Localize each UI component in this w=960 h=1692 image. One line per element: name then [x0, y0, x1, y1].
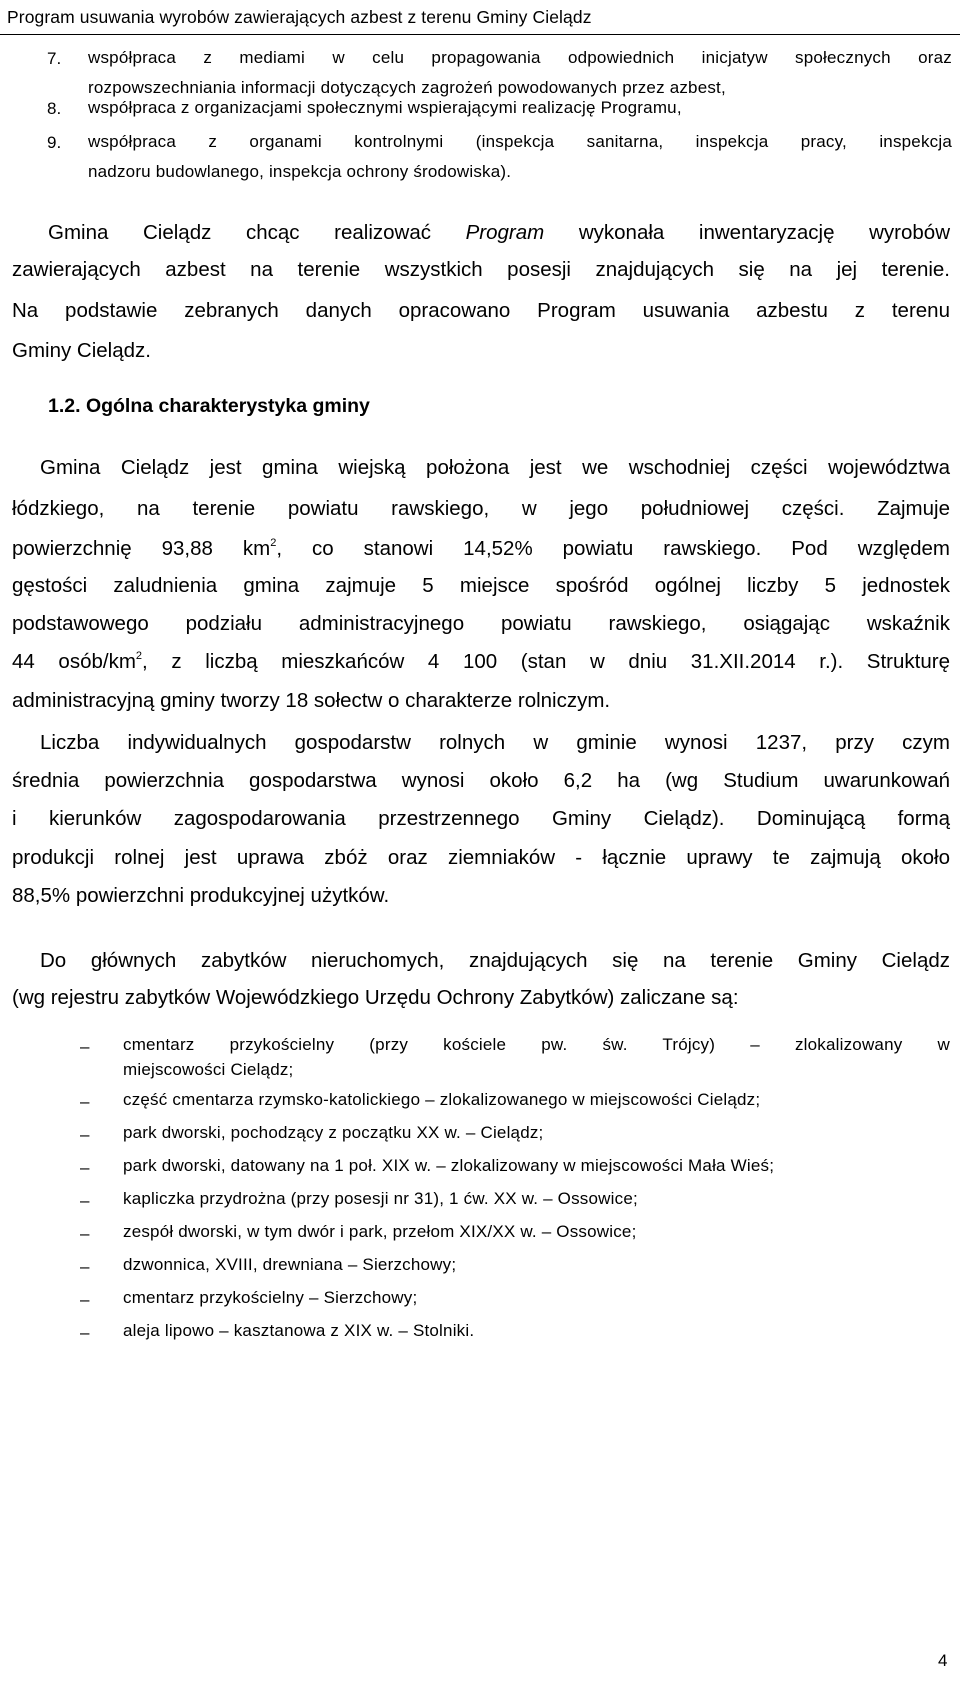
dash-bullet: –: [80, 1290, 90, 1309]
list-item-line: współpraca z mediami w celu propagowania odpowiednich inicjatyw społecznych oraz: [88, 48, 952, 67]
list-item: park dworski, pochodzący z początku XX w. – Cielądz;: [123, 1123, 544, 1142]
text-run: , z liczbą mieszkańców 4 100 (stan w dniu 31.XII.2014 r.). Strukturę: [142, 650, 950, 673]
list-item: dzwonnica, XVIII, drewniana – Sierzchowy;: [123, 1255, 457, 1274]
list-item: zespół dworski, w tym dwór i park, przełom XIX/XX w. – Ossowice;: [123, 1222, 637, 1241]
list-item-line: współpraca z organami kontrolnymi (inspekcja sanitarna, inspekcja pracy, inspekcja: [88, 132, 952, 151]
paragraph-line: podstawowego podziału administracyjnego powiatu rawskiego, osiągając wskaźnik: [12, 612, 950, 635]
dash-bullet: –: [80, 1125, 90, 1144]
paragraph-line: i kierunków zagospodarowania przestrzennego Gminy Cielądz). Dominującą formą: [12, 807, 950, 830]
page-number: 4: [938, 1651, 948, 1670]
text-run: 44 osób/km: [12, 650, 136, 673]
paragraph-line: gęstości zaludnienia gmina zajmuje 5 miejsce spośród ogólnej liczby 5 jednostek: [12, 574, 950, 597]
list-item: park dworski, datowany na 1 poł. XIX w. – zlokalizowany w miejscowości Mała Wieś;: [123, 1156, 775, 1175]
paragraph-line: Gminy Cielądz.: [12, 339, 151, 362]
list-item: cmentarz przykościelny (przy kościele pw. św. Trójcy) – zlokalizowany w: [123, 1035, 950, 1054]
superscript: 2: [270, 537, 277, 549]
paragraph-line: [12, 649, 950, 675]
list-number: 8.: [47, 99, 62, 118]
program-emphasis: Program: [465, 221, 545, 244]
paragraph-line: 88,5% powierzchni produkcyjnej użytków.: [12, 884, 390, 907]
paragraph-line: administracyjną gminy tworzy 18 sołectw o charakterze rolniczym.: [12, 689, 611, 712]
paragraph-line: (wg rejestru zabytków Wojewódzkiego Urzędu Ochrony Zabytków) zaliczane są:: [12, 986, 739, 1009]
list-item: aleja lipowo – kasztanowa z XIX w. – Stolniki.: [123, 1321, 475, 1340]
list-item: część cmentarza rzymsko-katolickiego – zlokalizowanego w miejscowości Cielądz;: [123, 1090, 761, 1109]
list-item-line: współpraca z organizacjami społecznymi wspierającymi realizację Programu,: [88, 98, 682, 117]
superscript: 2: [135, 650, 143, 662]
paragraph-line: [12, 536, 950, 562]
paragraph-line: Do głównych zabytków nieruchomych, znajdujących się na terenie Gminy Cielądz: [40, 949, 950, 972]
list-item: kapliczka przydrożna (przy posesji nr 31), 1 ćw. XX w. – Ossowice;: [123, 1189, 638, 1208]
list-item-line: nadzoru budowlanego, inspekcja ochrony środowiska).: [88, 162, 512, 181]
paragraph-line: produkcji rolnej jest uprawa zbóż oraz ziemniaków - łącznie uprawy te zajmują około: [12, 846, 950, 869]
list-item-line: rozpowszechniania informacji dotyczących zagrożeń powodowanych przez azbest,: [88, 78, 726, 97]
dash-bullet: –: [80, 1158, 90, 1177]
paragraph-line: Gmina Cielądz jest gmina wiejską położona jest we wschodniej części województwa: [40, 456, 950, 479]
dash-bullet: –: [80, 1224, 90, 1243]
paragraph-line: średnia powierzchnia gospodarstwa wynosi około 6,2 ha (wg Studium uwarunkowań: [12, 769, 950, 792]
page-header: [0, 0, 960, 35]
text-run: , co stanowi 14,52% powiatu rawskiego. Pod względem: [276, 537, 950, 560]
dash-bullet: –: [80, 1092, 90, 1111]
list-item: cmentarz przykościelny – Sierzchowy;: [123, 1288, 418, 1307]
list-number: 9.: [47, 133, 62, 152]
dash-bullet: –: [80, 1191, 90, 1210]
dash-bullet: –: [80, 1257, 90, 1276]
dash-bullet: –: [80, 1037, 90, 1056]
list-number: 7.: [47, 49, 62, 68]
document-title: Program usuwania wyrobów zawierających azbest z terenu Gminy Cielądz: [7, 7, 592, 27]
list-item: miejscowości Cielądz;: [123, 1060, 294, 1079]
text-run: wykonała inwentaryzację wyrobów: [578, 221, 951, 244]
text-run: powierzchnię 93,88 km: [12, 537, 271, 560]
text-run: Gmina Cielądz chcąc realizować: [48, 221, 431, 244]
paragraph-line: zawierających azbest na terenie wszystkich posesji znajdujących się na jej terenie.: [12, 258, 950, 281]
section-heading: 1.2. Ogólna charakterystyka gminy: [48, 395, 370, 417]
paragraph-line: łódzkiego, na terenie powiatu rawskiego, w jego południowej części. Zajmuje: [12, 497, 950, 520]
paragraph-line: [48, 220, 950, 246]
paragraph-line: Liczba indywidualnych gospodarstw rolnych w gminie wynosi 1237, przy czym: [40, 731, 950, 754]
dash-bullet: –: [80, 1323, 90, 1342]
paragraph-line: Na podstawie zebranych danych opracowano Program usuwania azbestu z terenu: [12, 299, 950, 322]
